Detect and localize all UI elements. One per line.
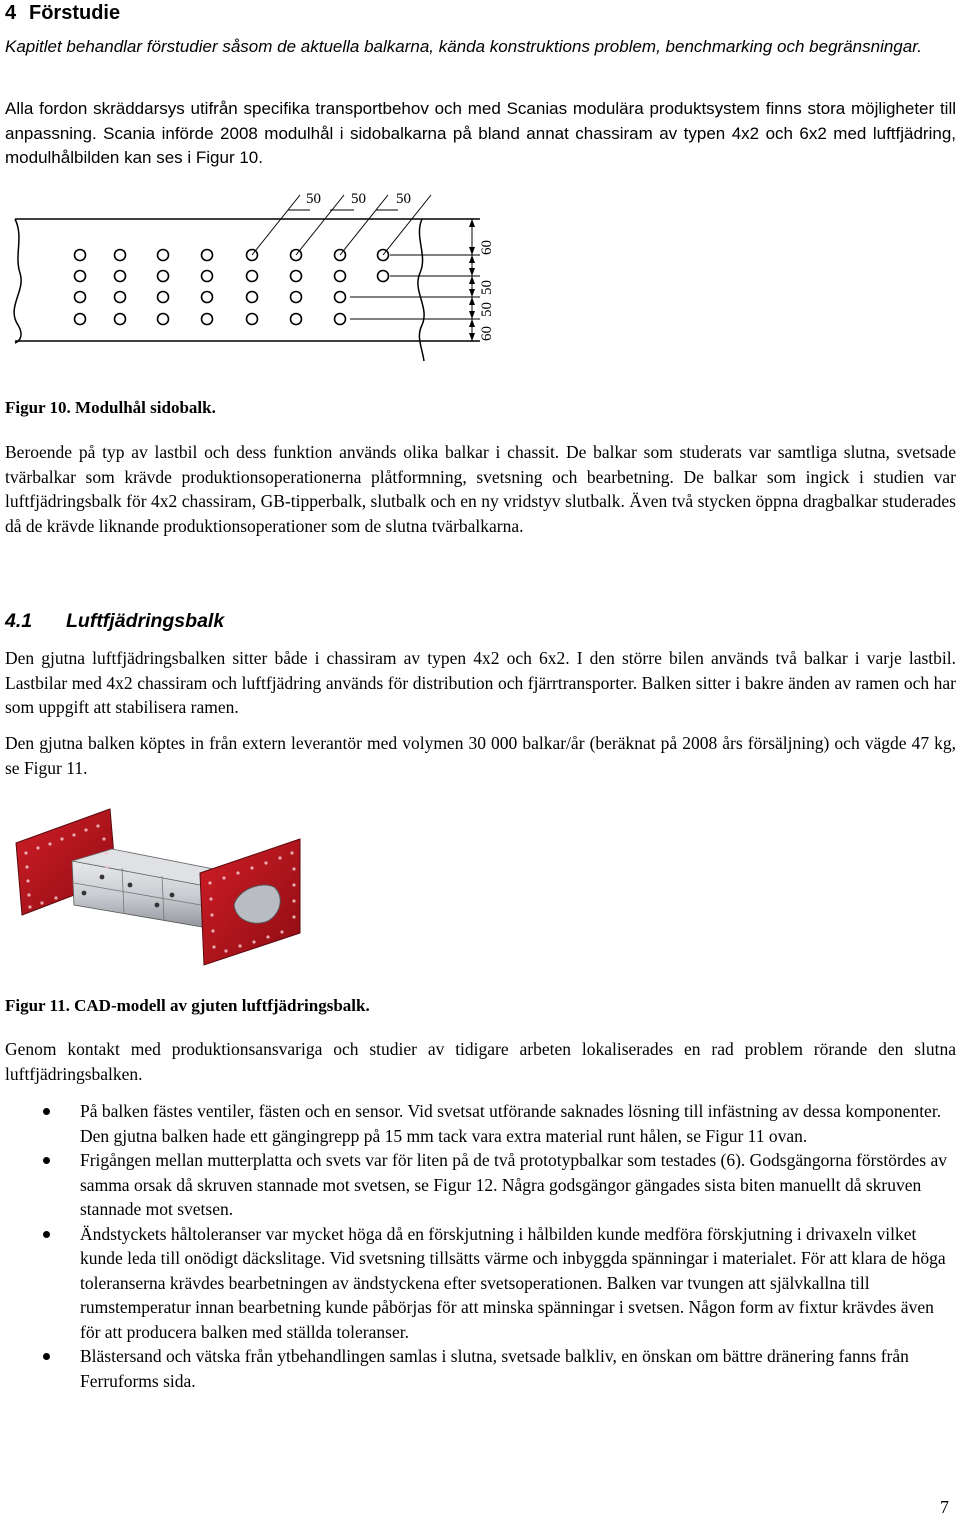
paragraph-balkar: Beroende på typ av lastbil och dess funktion används olika balkar i chassit. De balkar som studerats var samtliga slutna, svetsade tvärbalkar som krävde produktionsoperationerna plåtformning, svetsning och bearbetning. De balkar som ingick i studien var luftfjädringsbalk för 4x2 chassiram, GB-tipperbalk, slutbalk och en ny vridstyv slutbalk. Även två stycken öppna dragbalkar studerades då de krävde liknande produktionsoperationer som de slutna tvärbalkarna. xyxy=(5,442,956,536)
section-paragraph-1: Den gjutna luftfjädringsbalken sitter både i chassiram av typen 4x2 och 6x2. I den större bilen används två balkar i varje lastbil. Lastbilar med 4x2 chassiram och luftfjädring används för distribution och fjärrtransporter. Balken sitter i bakre änden av ramen och har som uppgift att stabilisera ramen. xyxy=(5,648,956,717)
problem-list xyxy=(5,1099,950,1393)
list-item-text: Frigången mellan mutterplatta och svets var för liten på de två prototypbalkar som testades (6). Godsgängorna förstördes av samma orsak då skruven stannade mot svetsen, se Figur 12. Några godsgängor gängades sista biten manuellt då skruven stannade mot svetsen. xyxy=(80,1150,947,1219)
figure-10-caption: Figur 10. Modulhål sidobalk. xyxy=(5,398,216,417)
bullet-icon xyxy=(43,1108,50,1115)
section-heading xyxy=(5,609,905,633)
list-item-text: Ändstyckets håltoleranser var mycket höga då en förskjutning i hålbilden kunde medföra förskjutning i drivaxeln vilket kunde leda till onödigt däckslitage. Vid svetsning tillsätts värme och inbyggda spänningar i materialet. För att klara de höga toleranserna krävdes bearbetningen av ändstyckena efter svetsoperationen. Balken var tvungen att självkallna till rumstemperatur innan bearbetning kunde påbörjas för att minska spänningar i svetsen. Någon form av fixtur krävdes även för att producera balken med ställda toleranser. xyxy=(80,1223,946,1342)
figure-11-cad-model xyxy=(12,805,302,970)
bullet-icon xyxy=(43,1231,50,1238)
top-dim-label-3: 50 xyxy=(396,191,411,207)
section-number: 4.1 xyxy=(5,610,33,632)
bullet-icon xyxy=(43,1157,50,1164)
list-item xyxy=(5,1344,950,1393)
side-dim-label-4: 60 xyxy=(479,240,495,255)
section-paragraph-2: Den gjutna balken köptes in från extern leverantör med volymen 30 000 balkar/år (beräknat på 2008 års försäljning) och vägde 47 kg, se Figur 11. xyxy=(5,733,956,778)
left-break-line xyxy=(14,219,21,343)
chapter-heading xyxy=(5,1,905,25)
chapter-title: Förstudie xyxy=(29,2,121,24)
side-dim-label-2: 50 xyxy=(479,302,495,317)
side-dim-label-3: 50 xyxy=(479,280,495,295)
side-dim-label-1: 60 xyxy=(479,326,495,341)
figure-11-caption: Figur 11. CAD-modell av gjuten luftfjädringsbalk. xyxy=(5,996,370,1015)
figure-10-drawing xyxy=(10,185,500,365)
list-item xyxy=(5,1099,950,1148)
bullet-icon xyxy=(43,1353,50,1360)
paragraph-problem: Genom kontakt med produktionsansvariga och studier av tidigare arbeten lokaliserades en rad problem rörande den slutna luftfjädringsbalken. xyxy=(5,1039,956,1084)
page-number: 7 xyxy=(940,1497,949,1517)
module-holes xyxy=(75,250,389,325)
chapter-intro: Kapitlet behandlar förstudier såsom de aktuella balkarna, kända konstruktions problem, benchmarking och begränsningar. xyxy=(5,37,922,56)
section-title: Luftfjädringsbalk xyxy=(66,610,225,632)
list-item-text: Blästersand och vätska från ytbehandlingen samlas i slutna, svetsade balkliv, en önskan om bättre dränering fanns från Ferruforms sida. xyxy=(80,1346,909,1391)
chapter-number: 4 xyxy=(5,2,17,24)
top-dim-label-1: 50 xyxy=(306,191,321,207)
side-dimension-lines xyxy=(350,219,480,341)
top-dim-label-2: 50 xyxy=(351,191,366,207)
intro-paragraph: Alla fordon skräddarsys utifrån specifika transportbehov och med Scanias modulära produktsystem finns stora möjligheter till anpassning. Scania införde 2008 modulhål i sidobalkarna på bland annat chassiram av typen 4x2 och 6x2 med luftfjädring, modulhålbilden kan ses i Figur 10. xyxy=(5,99,956,167)
list-item-text: På balken fästes ventiler, fästen och en sensor. Vid svetsat utförande saknades lösning till infästning av dessa komponenter. Den gjutna balken hade ett gängingrepp på 15 mm tack vara extra material runt hålen, se Figur 11 ovan. xyxy=(80,1101,942,1146)
right-break-line xyxy=(418,219,424,361)
list-item xyxy=(5,1222,950,1345)
list-item xyxy=(5,1148,950,1222)
